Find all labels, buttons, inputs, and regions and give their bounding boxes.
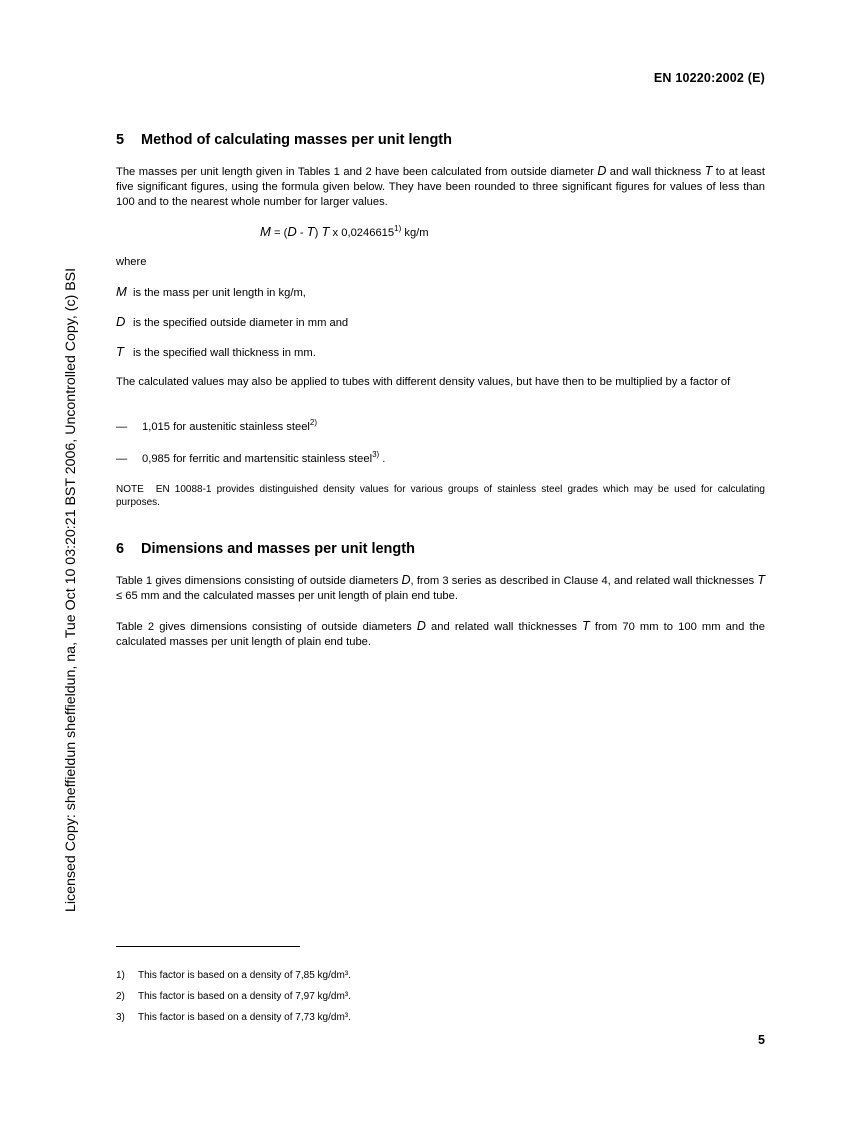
footnote-text: This factor is based on a density of 7,73 kg/dm³. [138, 1012, 351, 1023]
text-run: from 70 mm to 100 mm and the calculated masses per unit length of plain end tube. [116, 621, 765, 648]
definition-text: is the specified outside diameter in mm and [133, 317, 349, 329]
definition-m [116, 284, 306, 299]
factor-tail: . [379, 453, 386, 465]
section-number: 5 [116, 132, 125, 148]
page-number: 5 [758, 1033, 765, 1047]
factor-text: 0,985 for ferritic and martensitic stainless steel [142, 453, 373, 465]
factor-text: 1,015 for austenitic stainless steel [142, 421, 310, 433]
section-title: Method of calculating masses per unit length [141, 132, 452, 148]
symbol-t: T [757, 573, 765, 587]
text-run: The masses per unit length given in Tables 1 and 2 have been calculated from outside diameter [116, 166, 598, 178]
footnote-number: 1) [116, 970, 125, 981]
footnote-text: This factor is based on a density of 7,85 kg/dm³. [138, 970, 351, 981]
section-6-heading [116, 541, 415, 557]
section-title: Dimensions and masses per unit length [141, 541, 415, 557]
symbol-t: T [582, 619, 590, 633]
footnote-ref: 2) [309, 418, 318, 427]
note-label: NOTE [116, 484, 144, 495]
formula-constant: 0,0246615 [338, 227, 395, 239]
footnote-separator [116, 946, 300, 947]
definition-text: is the specified wall thickness in mm. [133, 347, 316, 359]
definition-t [116, 344, 316, 359]
note-text: EN 10088-1 provides distinguished density values for various groups of stainless steel grades which may be used for calculating purposes. [116, 484, 765, 508]
footnote-number: 2) [116, 991, 125, 1002]
table1-paragraph [116, 573, 765, 604]
text-run: Table 1 gives dimensions consisting of outside diameters [116, 575, 402, 587]
section-5-heading [116, 132, 452, 148]
formula-symbol: T [321, 224, 330, 239]
definition-symbol: D [116, 314, 126, 329]
table2-paragraph [116, 619, 765, 650]
formula-text: ) [314, 227, 322, 239]
text-run: and wall thickness [606, 166, 705, 178]
formula-symbol: M [260, 224, 271, 239]
footnote-1 [116, 970, 351, 981]
text-run: and related wall thicknesses [425, 621, 583, 633]
license-watermark: Licensed Copy: sheffieldun sheffieldun, na, Tue Oct 10 03:20:21 BST 2006, Uncontrolled Copy, (c) BSI [63, 267, 79, 912]
definition-symbol: M [116, 284, 127, 299]
dash-bullet: — [116, 453, 128, 465]
text-run: ≤ 65 mm and the calculated masses per unit length of plain end tube. [116, 590, 458, 602]
formula-unit: kg/m [401, 227, 429, 239]
formula-text: = ( [270, 227, 288, 239]
footnote-ref: 1) [394, 224, 402, 233]
definition-d [116, 314, 348, 329]
symbol-d: D [416, 619, 426, 633]
dash-bullet: — [116, 421, 128, 433]
mass-formula [260, 224, 429, 239]
document-code: EN 10220:2002 (E) [653, 71, 765, 85]
section-number: 6 [116, 541, 125, 557]
intro-paragraph [116, 164, 765, 210]
formula-text: - [296, 227, 307, 239]
footnote-number: 3) [116, 1012, 125, 1023]
text-run: , from 3 series as described in Clause 4, and related wall thicknesses [410, 575, 758, 587]
footnote-3 [116, 1012, 351, 1023]
footnote-ref: 3) [372, 450, 380, 459]
density-paragraph: The calculated values may also be applied to tubes with different density values, but have then to be multiplied by a factor of [116, 376, 731, 388]
definition-symbol: T [116, 344, 124, 359]
footnote-text: This factor is based on a density of 7,97 kg/dm³. [138, 991, 351, 1002]
symbol-t: T [704, 164, 713, 178]
footnote-2 [116, 991, 351, 1002]
formula-symbol: T [306, 224, 315, 239]
formula-text: x [329, 227, 339, 239]
symbol-d: D [401, 573, 411, 587]
symbol-d: D [597, 164, 607, 178]
text-run: to at least five significant figures, using the formula given below. They have been rounded to three significant figures for values of less than 100 and to the nearest whole number for larger values. [116, 166, 765, 208]
text-run: Table 2 gives dimensions consisting of outside diameters [116, 621, 417, 633]
factor-item-ferritic [116, 450, 386, 465]
definition-text: is the mass per unit length in kg/m, [133, 287, 306, 299]
note-block [116, 483, 765, 509]
where-label: where [116, 256, 147, 268]
factor-item-austenitic [116, 418, 318, 433]
formula-symbol: D [287, 224, 297, 239]
